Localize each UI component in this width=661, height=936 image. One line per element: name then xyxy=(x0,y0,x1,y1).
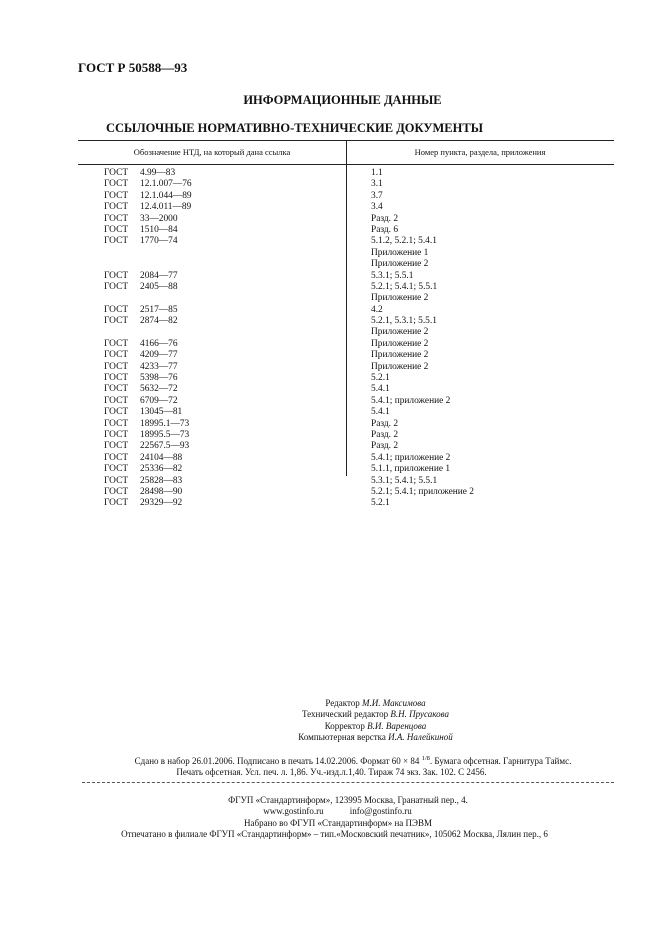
table-row xyxy=(0,430,661,441)
credit-tech-editor xyxy=(0,709,661,720)
row-standard-number: 6709—72 xyxy=(140,395,178,406)
table-row xyxy=(0,384,661,395)
row-standard-prefix: ГОСТ xyxy=(104,441,129,452)
row-standard-prefix: ГОСТ xyxy=(104,418,129,429)
reference-table-body xyxy=(0,168,661,510)
section-title: ИНФОРМАЦИОННЫЕ ДАННЫЕ xyxy=(243,93,442,107)
table-row xyxy=(0,293,661,304)
row-standard-prefix: ГОСТ xyxy=(104,361,129,372)
row-section-reference: 5.2.1, 5.3.1; 5.5.1 xyxy=(371,316,437,327)
credit-layout xyxy=(0,732,661,743)
print-info-line-1-b: . Бумага офсетная. Гарнитура Таймс. xyxy=(429,756,572,766)
row-section-reference: 5.4.1 xyxy=(371,384,390,395)
credit-layout-label: Компьютерная верстка xyxy=(298,732,386,743)
row-standard-prefix: ГОСТ xyxy=(104,395,129,406)
row-standard-number: 29329—92 xyxy=(140,498,183,509)
row-standard-number: 24104—88 xyxy=(140,452,183,463)
printing-note: Отпечатано в филиале ФГУП «Стандартинформ» – тип.«Московский печатник», 105062 Москва, Лялин пер., 6 xyxy=(121,829,548,840)
row-section-reference: Приложение 2 xyxy=(371,327,429,338)
table-row xyxy=(0,487,661,498)
row-standard-number: 2874—82 xyxy=(140,316,178,327)
row-standard-prefix: ГОСТ xyxy=(104,316,129,327)
print-format-fraction: 1/8 xyxy=(421,755,430,762)
publisher-address: ФГУП «Стандартинформ», 123995 Москва, Гранатный пер., 4. xyxy=(228,795,468,805)
table-row xyxy=(0,236,661,247)
row-section-reference: Приложение 2 xyxy=(371,361,429,372)
row-section-reference: 5.2.1; 5.4.1; приложение 2 xyxy=(371,486,474,497)
row-standard-number: 25336—82 xyxy=(140,464,183,475)
row-standard-prefix: ГОСТ xyxy=(104,270,129,281)
row-standard-number: 4166—76 xyxy=(140,338,178,349)
table-row xyxy=(0,373,661,384)
row-standard-prefix: ГОСТ xyxy=(104,384,129,395)
publisher-contacts xyxy=(0,806,661,817)
row-standard-number: 1770—74 xyxy=(140,236,178,247)
credits-block xyxy=(0,698,661,744)
print-info-line-1 xyxy=(0,753,661,767)
row-standard-number: 2084—77 xyxy=(140,270,178,281)
credit-editor-name: М.И. Максимова xyxy=(362,698,426,708)
row-section-reference: Разд. 2 xyxy=(371,213,399,224)
row-standard-prefix: ГОСТ xyxy=(104,224,129,235)
table-row xyxy=(0,225,661,236)
table-row xyxy=(0,248,661,259)
row-standard-number: 2405—88 xyxy=(140,281,178,292)
print-info-line-1-a: Сдано в набор 26.01.2006. Подписано в печать 14.02.2006. Формат 60 × 84 xyxy=(134,756,422,766)
row-standard-prefix: ГОСТ xyxy=(104,373,129,384)
row-section-reference: Разд. 6 xyxy=(371,224,399,235)
row-standard-number: 4.99—83 xyxy=(140,168,176,178)
row-standard-prefix: ГОСТ xyxy=(104,168,129,178)
row-standard-prefix: ГОСТ xyxy=(104,429,129,440)
print-info-line-2: Печать офсетная. Усл. печ. л. 1,86. Уч.-изд.л.1,40. Тираж 74 экз. Зак. 102. С 2456. xyxy=(176,767,487,778)
table-row xyxy=(0,316,661,327)
table-row xyxy=(0,271,661,282)
row-section-reference: Приложение 2 xyxy=(371,293,429,304)
publisher-email[interactable]: info@gostinfo.ru xyxy=(349,806,412,817)
credit-corrector-label: Корректор xyxy=(324,720,365,731)
row-standard-prefix: ГОСТ xyxy=(104,498,129,509)
row-standard-number: 5632—72 xyxy=(140,384,178,395)
row-section-reference: 4.2 xyxy=(371,304,383,315)
row-standard-number: 18995.5—73 xyxy=(140,429,190,440)
row-section-reference: 5.1.2, 5.2.1; 5.4.1 xyxy=(371,236,437,247)
row-standard-number: 1510—84 xyxy=(140,224,178,235)
row-standard-number: 13045—81 xyxy=(140,407,183,418)
row-section-reference: Приложение 2 xyxy=(371,350,429,361)
table-row xyxy=(0,453,661,464)
table-row xyxy=(0,327,661,338)
row-standard-number: 2517—85 xyxy=(140,304,178,315)
table-row xyxy=(0,498,661,509)
row-section-reference: 5.2.1 xyxy=(371,373,390,384)
row-standard-prefix: ГОСТ xyxy=(104,452,129,463)
table-row xyxy=(0,350,661,361)
row-section-reference: 5.4.1; приложение 2 xyxy=(371,395,451,406)
table-row xyxy=(0,282,661,293)
credit-editor xyxy=(0,698,661,709)
row-standard-prefix: ГОСТ xyxy=(104,350,129,361)
print-info-block xyxy=(0,753,661,779)
row-standard-number: 5398—76 xyxy=(140,373,178,384)
row-section-reference: Разд. 2 xyxy=(371,441,399,452)
typesetting-note: Набрано во ФГУП «Стандартинформ» на ПЭВМ xyxy=(244,817,432,828)
row-standard-number: 4233—77 xyxy=(140,361,178,372)
table-row xyxy=(0,476,661,487)
row-section-reference: Приложение 2 xyxy=(371,259,429,270)
column-header-designation: Обозначение НТД, на который дана ссылка xyxy=(133,147,291,157)
row-section-reference: Приложение 2 xyxy=(371,338,429,349)
row-standard-number: 25828—83 xyxy=(140,475,183,486)
row-standard-prefix: ГОСТ xyxy=(104,190,129,201)
credit-tech-editor-name: В.Н. Прусакова xyxy=(390,709,450,720)
row-standard-prefix: ГОСТ xyxy=(104,475,129,486)
table-row xyxy=(0,464,661,475)
row-standard-number: 28498—90 xyxy=(140,486,183,497)
row-standard-number: 33—2000 xyxy=(140,213,178,224)
row-standard-number: 12.4.011—89 xyxy=(140,202,192,213)
table-row xyxy=(0,259,661,270)
row-section-reference: 5.4.1 xyxy=(371,407,390,418)
table-row xyxy=(0,202,661,213)
row-section-reference: 1.1 xyxy=(371,168,383,178)
table-row xyxy=(0,305,661,316)
document-code: ГОСТ Р 50588—93 xyxy=(78,60,188,75)
row-standard-number: 22567.5—93 xyxy=(140,441,190,452)
row-section-reference: Разд. 2 xyxy=(371,429,399,440)
row-standard-prefix: ГОСТ xyxy=(104,213,129,224)
table-row xyxy=(0,441,661,452)
publisher-block xyxy=(0,795,661,841)
row-standard-number: 12.1.044—89 xyxy=(140,190,192,201)
row-section-reference: 5.2.1; 5.4.1; 5.5.1 xyxy=(371,281,438,292)
credit-layout-name: И.А. Налейкиной xyxy=(388,732,453,743)
row-section-reference: 3.4 xyxy=(371,202,383,213)
row-section-reference: 5.3.1; 5.4.1; 5.5.1 xyxy=(371,475,438,486)
table-row xyxy=(0,362,661,373)
row-section-reference: 5.3.1; 5.5.1 xyxy=(371,270,414,281)
row-section-reference: 3.7 xyxy=(371,190,383,201)
publisher-website[interactable]: www.gostinfo.ru xyxy=(263,806,324,817)
table-title: ССЫЛОЧНЫЕ НОРМАТИВНО-ТЕХНИЧЕСКИЕ ДОКУМЕНТЫ xyxy=(106,121,483,135)
row-standard-number: 4209—77 xyxy=(140,350,178,361)
row-section-reference: 5.1.1, приложение 1 xyxy=(371,464,451,475)
row-standard-number: 18995.1—73 xyxy=(140,418,190,429)
row-standard-prefix: ГОСТ xyxy=(104,464,129,475)
row-section-reference: Приложение 1 xyxy=(371,247,429,258)
row-section-reference: 3.1 xyxy=(371,179,383,190)
row-standard-prefix: ГОСТ xyxy=(104,338,129,349)
row-section-reference: 5.4.1; приложение 2 xyxy=(371,452,451,463)
credit-editor-label: Редактор xyxy=(325,698,360,708)
row-standard-prefix: ГОСТ xyxy=(104,236,129,247)
column-header-reference: Номер пункта, раздела, приложения xyxy=(414,147,546,157)
row-standard-prefix: ГОСТ xyxy=(104,486,129,497)
credit-corrector xyxy=(0,721,661,732)
table-row xyxy=(0,407,661,418)
row-standard-number: 12.1.007—76 xyxy=(140,179,192,190)
row-section-reference: 5.2.1 xyxy=(371,498,390,509)
credit-corrector-name: В.И. Варенцова xyxy=(367,720,427,731)
table-row xyxy=(0,191,661,202)
row-standard-prefix: ГОСТ xyxy=(104,281,129,292)
row-standard-prefix: ГОСТ xyxy=(104,179,129,190)
table-row xyxy=(0,168,661,179)
credit-tech-editor-label: Технический редактор xyxy=(301,709,389,720)
table-row xyxy=(0,214,661,225)
table-row xyxy=(0,339,661,350)
row-standard-prefix: ГОСТ xyxy=(104,304,129,315)
row-standard-prefix: ГОСТ xyxy=(104,407,129,418)
table-row xyxy=(0,179,661,190)
table-row xyxy=(0,396,661,407)
row-section-reference: Разд. 2 xyxy=(371,418,399,429)
table-row xyxy=(0,419,661,430)
row-standard-prefix: ГОСТ xyxy=(104,202,129,213)
dashed-separator xyxy=(82,782,614,783)
